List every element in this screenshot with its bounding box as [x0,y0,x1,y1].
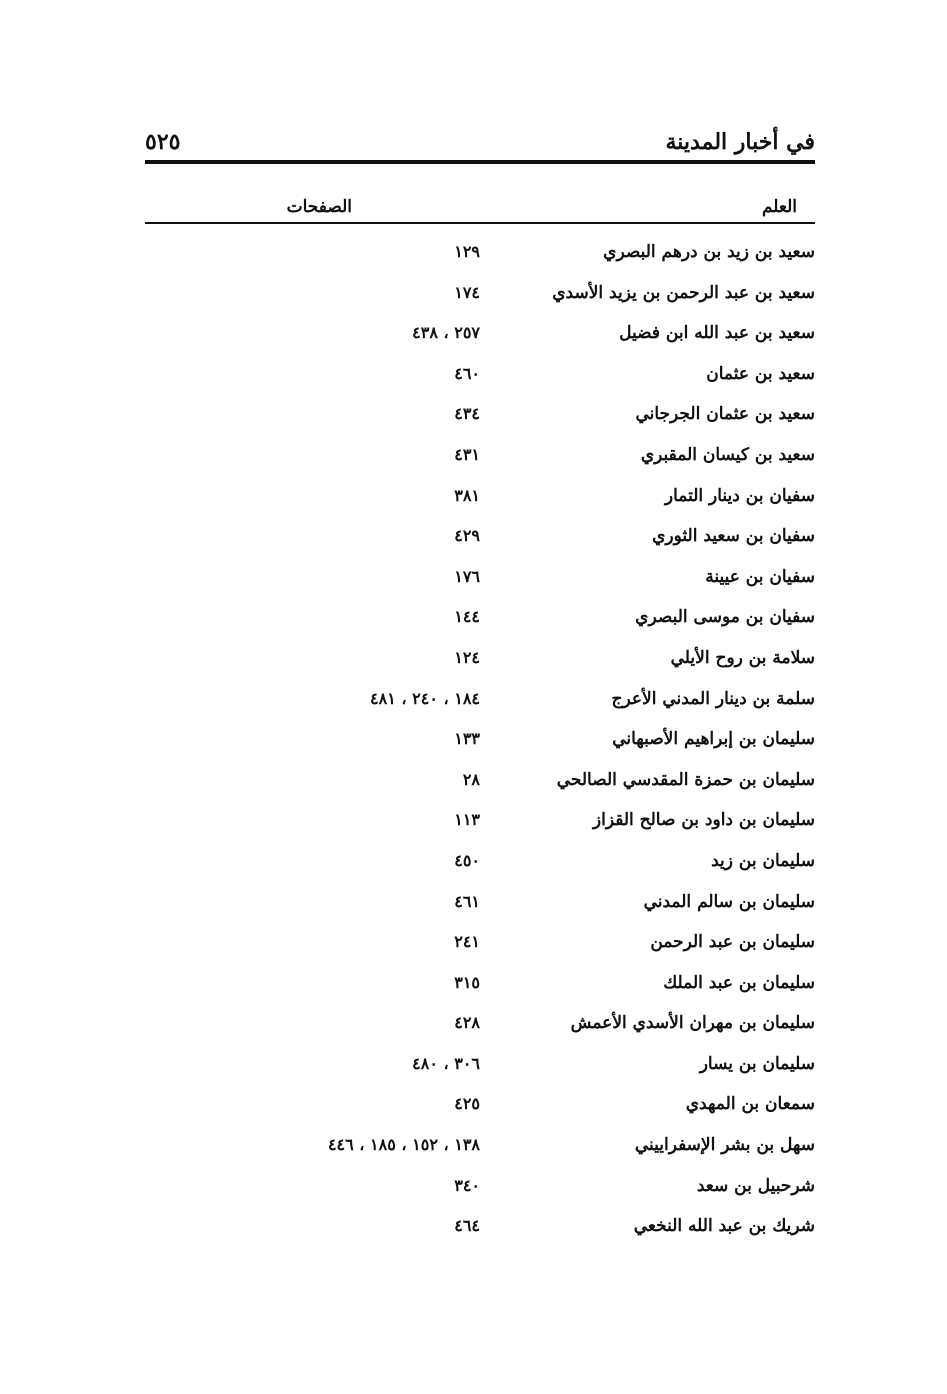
entry-pages: ١٣٣ [454,729,480,749]
entry-pages: ١٢٩ [454,242,480,261]
entry-name: سلمة بن دينار المدني الأعرج [611,688,815,709]
entry-pages: ١٧٦ [454,566,480,586]
entry-pages: ٤٦٠ [454,363,480,383]
entry-pages: ٤٦١ [454,891,480,911]
entry-name: سليمان بن عبد الملك [663,972,815,993]
index-entry [145,923,815,964]
column-heading-pages: الصفحات [286,197,352,217]
index-entry [145,1085,815,1126]
entry-pages: ٣٠٦ ، ٤٨٠ [412,1053,480,1073]
entry-pages: ٤٢٥ [454,1094,480,1114]
column-headings [145,193,815,221]
entry-pages: ١٧٤ [454,282,480,302]
column-headings-rule [145,222,815,224]
index-entry [145,842,815,883]
index-entry [145,883,815,924]
index-entry [145,355,815,396]
index-entry [145,436,815,477]
index-entry [145,720,815,761]
entry-name: سليمان بن حمزة المقدسي الصالحي [556,769,815,790]
index-entry [145,964,815,1005]
entry-name: سليمان بن يسار [699,1053,815,1074]
index-entry [145,1126,815,1167]
index-entry [145,274,815,315]
index-entries [145,233,815,1248]
entry-pages: ٢٤١ [454,932,480,952]
column-heading-name: العلم [761,197,797,217]
entry-pages: ٣٨١ [454,485,480,505]
entry-name: سهل بن بشر الإسفراييني [634,1135,815,1156]
entry-name: سلامة بن روح الأيلي [670,647,815,668]
entry-name: شرحبيل بن سعد [696,1175,815,1196]
entry-pages: ٤٦٤ [454,1216,480,1236]
entry-name: سمعان بن المهدي [685,1094,815,1115]
entry-pages: ٤٢٩ [454,526,480,546]
entry-name: شريك بن عبد الله النخعي [633,1216,815,1237]
entry-name: سعيد بن زيد بن درهم البصري [603,242,815,262]
entry-name: سليمان بن زيد [711,850,815,871]
entry-name: سليمان بن مهران الأسدي الأعمش [570,1013,815,1034]
index-entry [145,680,815,721]
entry-pages: ٤٣١ [454,444,480,464]
entry-name: سليمان بن عبد الرحمن [650,932,815,953]
entry-pages: ١٢٤ [454,647,480,667]
index-entry [145,477,815,518]
entry-pages: ٣١٥ [454,972,480,992]
entry-name: سعيد بن عثمان [706,363,815,384]
entry-name: سليمان بن سالم المدني [643,891,815,912]
entry-pages: ٢٨ [462,769,480,789]
index-entry [145,1167,815,1208]
index-entry [145,1004,815,1045]
entry-name: سفيان بن دينار التمار [664,485,815,506]
entry-pages: ٢٥٧ ، ٤٣٨ [412,323,480,343]
index-entry [145,395,815,436]
index-entry [145,598,815,639]
entry-name: سعيد بن عثمان الجرجاني [635,404,815,425]
entry-pages: ٤٢٨ [454,1013,480,1033]
entry-pages: ٣٤٠ [454,1175,480,1195]
entry-name: سعيد بن عبد الله ابن فضيل [619,323,815,344]
entry-name: سفيان بن عيينة [705,566,815,587]
entry-pages: ١٣٨ ، ١٥٢ ، ١٨٥ ، ٤٤٦ [327,1135,480,1155]
entry-name: سليمان بن داود بن صالح القزاز [592,810,815,831]
page-number: ٥٢٥ [145,129,181,155]
index-entry [145,558,815,599]
index-entry [145,801,815,842]
index-entry [145,517,815,558]
running-header [145,125,815,159]
index-entry [145,233,815,274]
entry-pages: ١١٣ [454,810,480,830]
book-title: في أخبار المدينة [665,129,815,155]
entry-name: سعيد بن كيسان المقبري [640,444,815,465]
entry-name: سليمان بن إبراهيم الأصبهاني [612,729,815,750]
entry-name: سعيد بن عبد الرحمن بن يزيد الأسدي [552,282,815,303]
index-entry [145,761,815,802]
entry-pages: ١٨٤ ، ٢٤٠ ، ٤٨١ [370,688,480,708]
header-rule [145,160,815,164]
entry-pages: ٤٥٠ [454,850,480,870]
index-entry [145,639,815,680]
index-entry [145,314,815,355]
entry-pages: ١٤٤ [454,607,480,627]
entry-pages: ٤٣٤ [454,404,480,424]
entry-name: سفيان بن موسى البصري [635,607,815,628]
index-entry [145,1045,815,1086]
index-entry [145,1207,815,1248]
entry-name: سفيان بن سعيد الثوري [652,526,815,547]
